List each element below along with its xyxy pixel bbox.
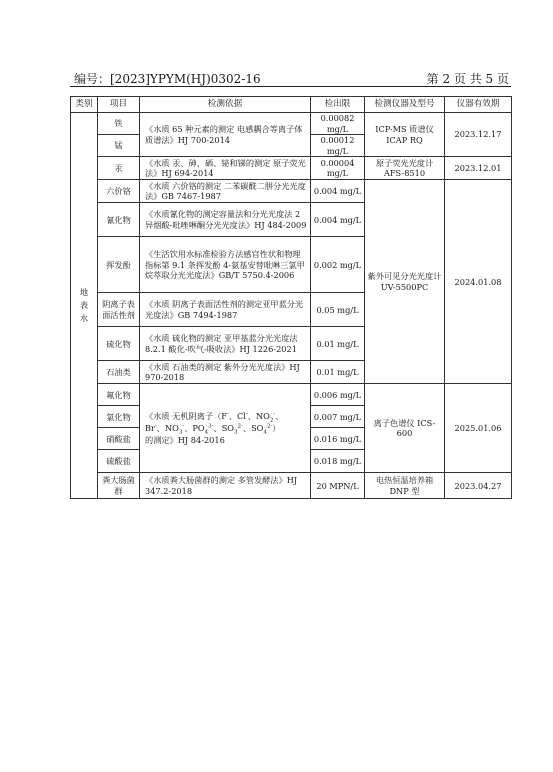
item-cell: 汞 [98,157,140,180]
limit-cell: 0.01 mg/L [311,361,365,384]
item-cell: 氯化物 [98,406,140,428]
instrument-cell: 电热恒温培养箱 DNP 型 [365,473,445,499]
basis-cell: 《水质 六价铬的测定 二苯碳酰二肼分光光度法》GB 7467-1987 [140,180,311,203]
superscript: - [273,411,276,418]
header-rule [70,86,511,87]
limit-cell: 0.05 mg/L [311,293,365,327]
superscript: - [245,411,248,418]
basis-text: 、SO [213,423,235,434]
superscript: 2- [266,423,273,430]
page-info: 第 2 页 共 5 页 [426,72,509,86]
table-row [71,113,512,135]
basis-cell: 《水质 阴离子表面活性剂的测定亚甲蓝分光光度法》GB 7494-1987 [140,293,311,327]
superscript: - [154,423,157,430]
basis-text: 、PO [184,423,205,434]
basis-text: ） [272,423,281,434]
item-cell: 六价铬 [98,180,140,203]
basis-text: Br [145,423,155,434]
table-row [71,180,512,203]
item-cell: 氟化物 [98,384,140,406]
validity-cell: 2023.12.17 [445,113,512,157]
validity-cell: 2025.01.06 [445,384,512,473]
basis-cell: 《水质 65 种元素的测定 电感耦合等离子体质谱法》HJ 700-2014 [140,113,311,157]
basis-cell: 《生活饮用水标准检验方法感官性状和物理指标第 9.1 条挥发酚 4-氨基安替吡啉三氯甲烷萃取分光光度法》GB/T 5750.4-2006 [140,237,311,293]
basis-text: 、SO [242,423,264,434]
limit-cell: 0.00004 mg/L [311,157,365,180]
col-header-instrument: 检测仪器及型号 [365,97,445,113]
item-cell: 挥发酚 [98,237,140,293]
item-cell: 硫化物 [98,327,140,361]
limit-cell: 0.004 mg/L [311,203,365,237]
limit-cell: 0.002 mg/L [311,237,365,293]
superscript: 3- [208,423,214,430]
table-row [71,384,512,406]
detection-method-table [70,96,512,499]
item-cell: 硝酸盐 [98,428,140,450]
limit-cell: 0.00012 mg/L [311,135,365,157]
limit-cell: 0.018 mg/L [311,450,365,473]
report-number: 编号：[2023]YPYM(HJ)0302-16 [74,72,261,86]
limit-cell: 0.004 mg/L [311,180,365,203]
col-header-item: 项目 [98,97,140,113]
subscript: 3 [178,430,183,437]
basis-cell: 《水质 硫化物的测定 亚甲基蓝分光光度法 8.2.1 酸化-吹气-吸收法》HJ 1226-2021 [140,327,311,361]
instrument-cell: 原子荧光光度计 AFS-8510 [365,157,445,180]
basis-text: 、Cl [228,411,246,422]
subscript: 4 [263,430,267,437]
table-row [71,473,512,499]
limit-cell: 20 MPN/L [311,473,365,499]
superscript: - [182,423,185,430]
instrument-cell: 离子色谱仪 ICS-600 [365,384,445,473]
basis-text: 《水质 无机阴离子（F [145,411,227,422]
category-cell: 地表水 [71,113,98,499]
item-cell: 阴离子表面活性剂 [98,293,140,327]
validity-cell: 2024.01.08 [445,180,512,384]
basis-text: 、 [275,411,284,422]
anion-basis-cell [140,384,311,473]
basis-text: 的测定》HJ 84-2016 [145,435,225,446]
subscript: 4 [204,430,209,437]
table-row [71,157,512,180]
superscript: - [226,411,229,418]
basis-text: 、NO [156,423,179,434]
validity-cell: 2023.12.01 [445,157,512,180]
item-cell: 石油类 [98,361,140,384]
instrument-cell: 紫外可见分光光度计 UV-5500PC [365,180,445,384]
col-header-category: 类别 [71,97,98,113]
item-cell: 粪大肠菌群 [98,473,140,499]
basis-cell: 《水质 石油类的测定 紫外分光光度法》HJ 970-2018 [140,361,311,384]
col-header-basis: 检测依据 [140,97,311,113]
item-cell: 铁 [98,113,140,135]
table-header-row [71,97,512,113]
validity-cell: 2023.04.27 [445,473,512,499]
item-cell: 锰 [98,135,140,157]
limit-cell: 0.016 mg/L [311,428,365,450]
limit-cell: 0.01 mg/L [311,327,365,361]
basis-cell: 《水质 汞、砷、硒、铋和锑的测定 原子荧光法》HJ 694-2014 [140,157,311,180]
item-cell: 硫酸盐 [98,450,140,473]
limit-cell: 0.007 mg/L [311,406,365,428]
item-cell: 氰化物 [98,203,140,237]
instrument-cell: ICP-MS 质谱仪 ICAP RQ [365,113,445,157]
col-header-limit: 检出限 [311,97,365,113]
basis-cell: 《水质氰化物的测定容量法和分光光度法 2 异烟酸-吡唑啉酮分光光度法》HJ 484-2009 [140,203,311,237]
col-header-validity: 仪器有效期 [445,97,512,113]
subscript: 2 [269,418,274,425]
basis-text: 、NO [247,411,270,422]
subscript: 3 [234,430,238,437]
limit-cell: 0.00082 mg/L [311,113,365,135]
limit-cell: 0.006 mg/L [311,384,365,406]
superscript: 2- [237,423,243,430]
basis-cell: 《水质粪大肠菌群的测定 多管发酵法》HJ 347.2-2018 [140,473,311,499]
